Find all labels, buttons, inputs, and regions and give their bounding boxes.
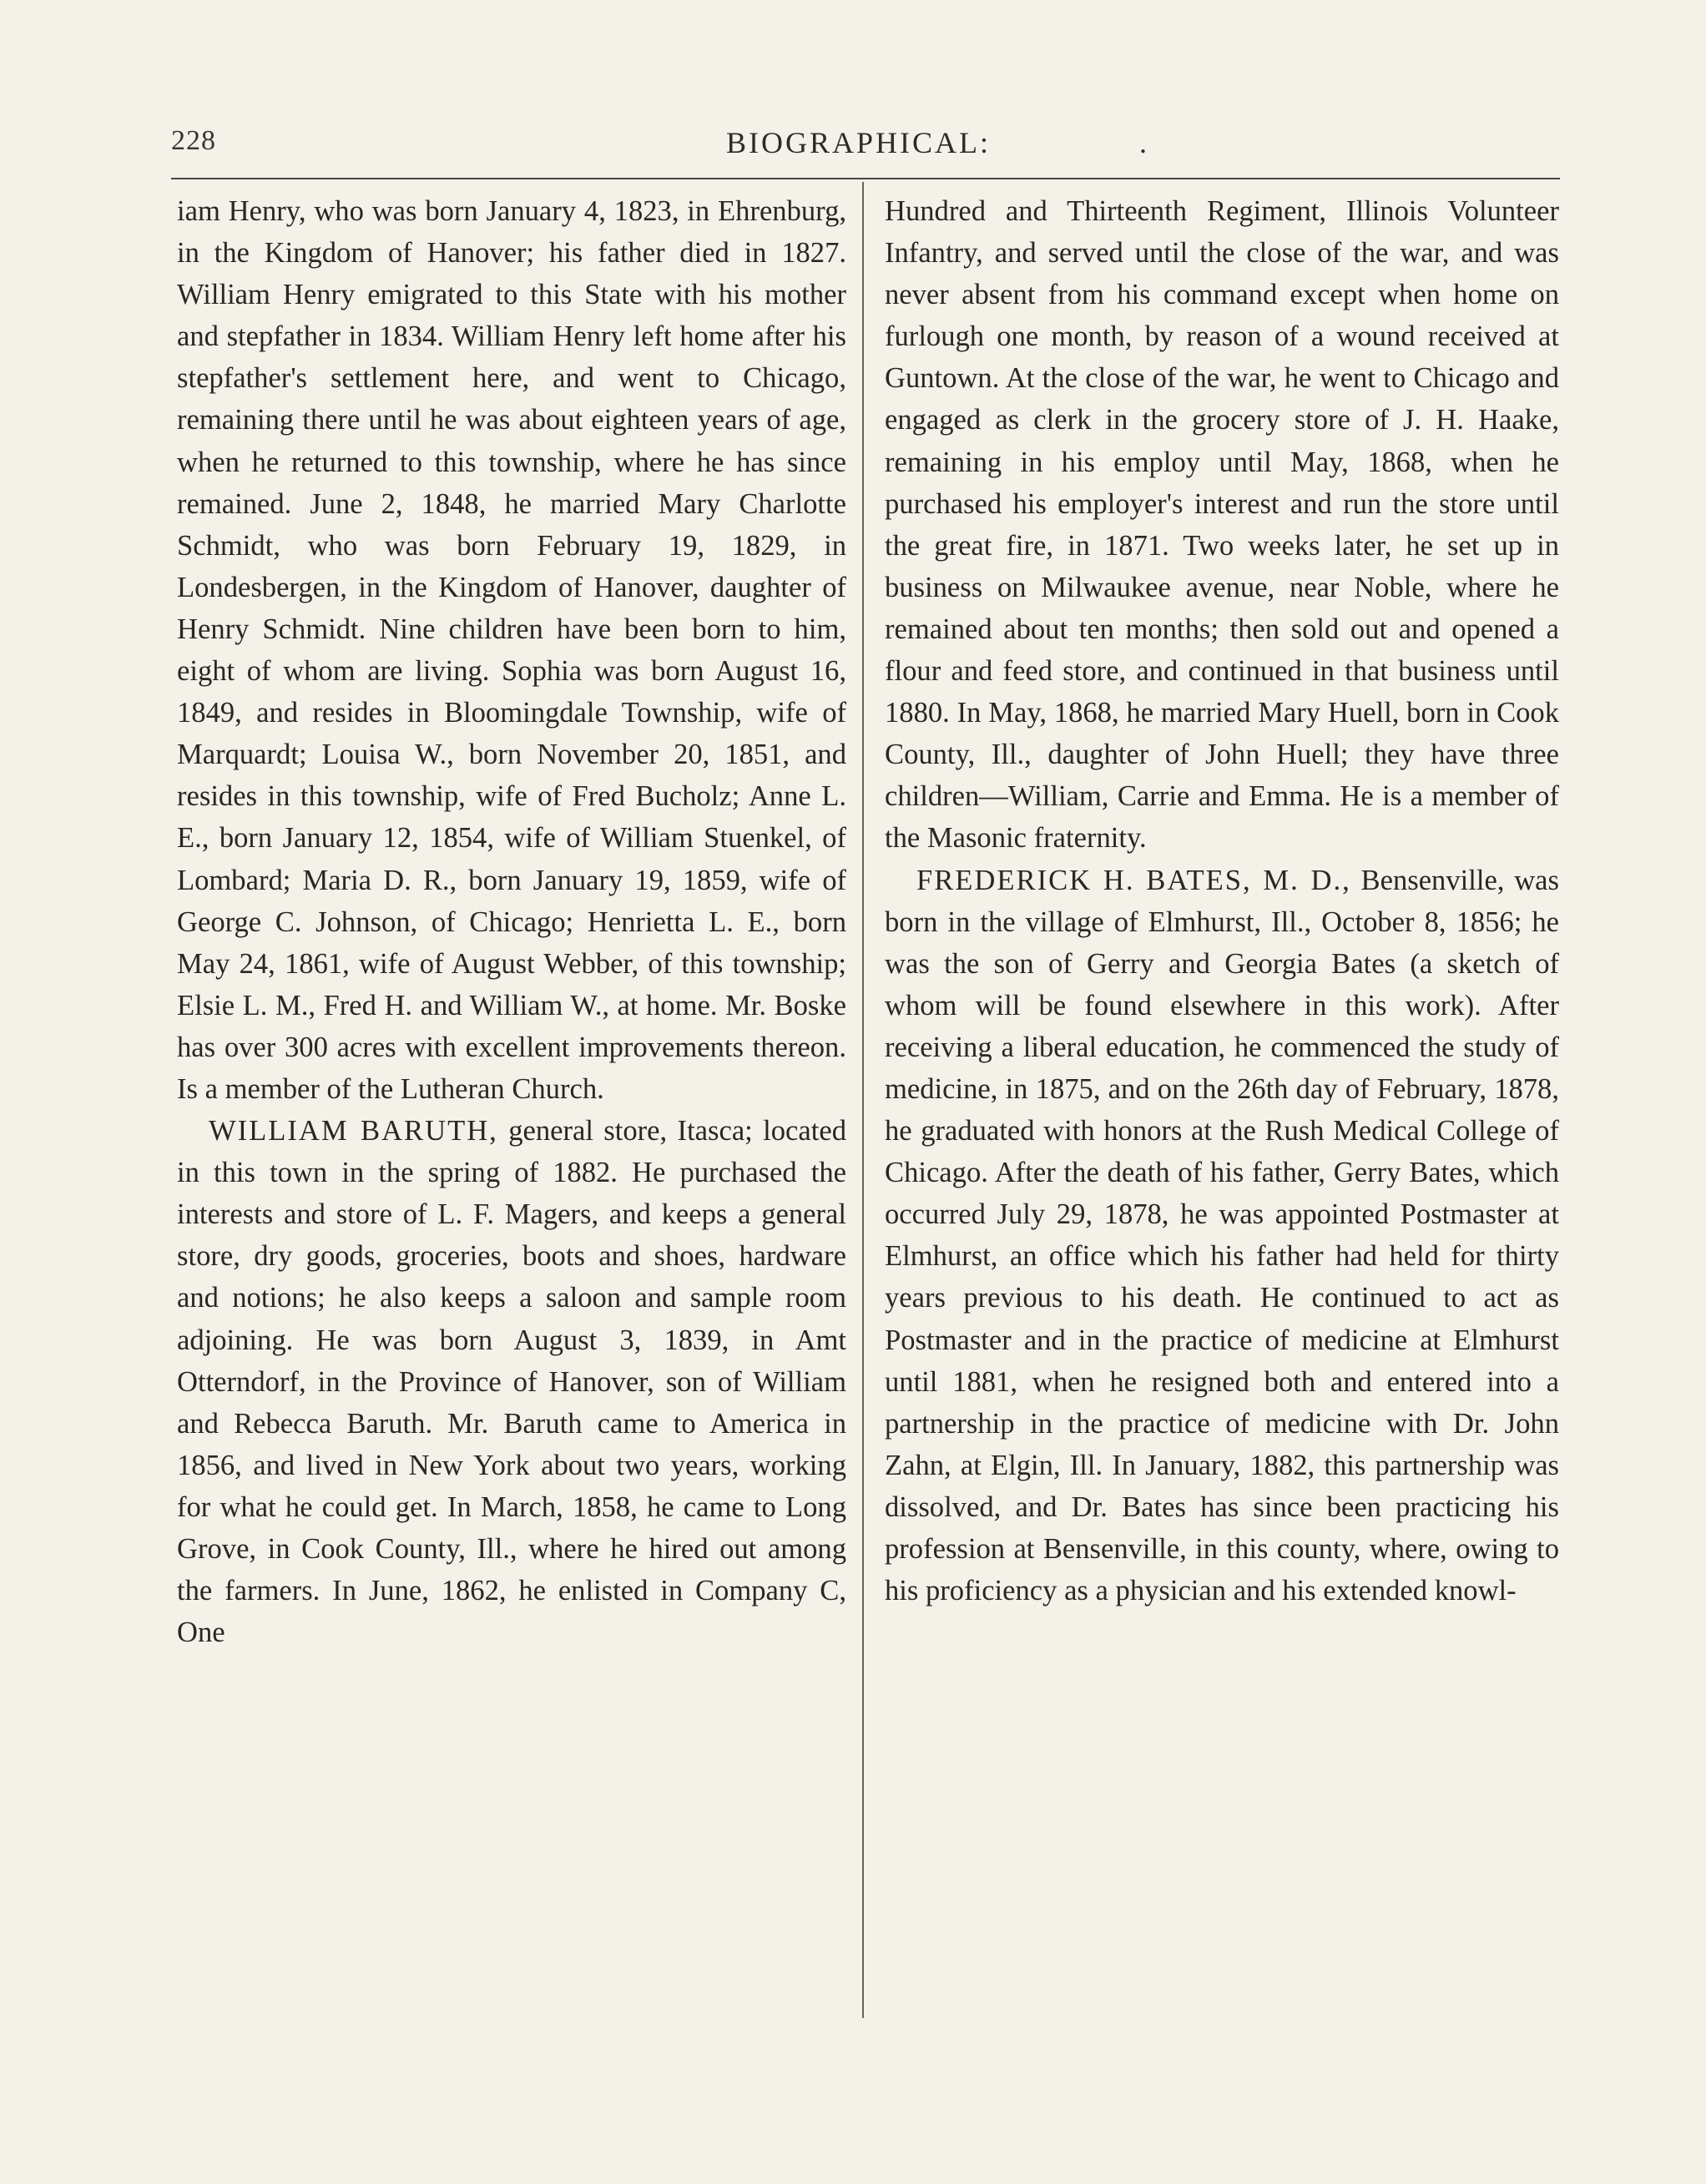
page-header xyxy=(171,125,1560,175)
header-rule xyxy=(171,178,1560,179)
baruth-biography-continued: Hundred and Thirteenth Regiment, Illinois Volunteer Infantry, and served until the close of the war, and was never absent from his command except when home on furlough one month, by reason of a wound received at Guntown. At the close of the war, he went to Chicago and engaged as clerk in the grocery store of J. H. Haake, remaining in his employ until May, 1868, when he purchased his employer's interest and run the store until the great fire, in 1871. Two weeks later, he set up in business on Milwaukee avenue, near Noble, where he remained about ten months; then sold out and opened a flour and feed store, and continued in that business until 1880. In May, 1868, he married Mary Huell, born in Cook County, Ill., daughter of John Huell; they have three children—William, Carrie and Emma. He is a member of the Masonic fraternity. xyxy=(885,195,1559,855)
column-divider xyxy=(862,182,864,2018)
running-head-mark: . xyxy=(1139,126,1147,159)
baruth-name: WILLIAM BARUTH, xyxy=(209,1115,498,1147)
bates-name: FREDERICK H. BATES, M. D., xyxy=(916,864,1351,896)
bates-biography xyxy=(885,860,1559,1612)
baruth-biography-text: general store, Itasca; located in this town in the spring of 1882. He purchased the interests and store of L. F. Magers, and keeps a general store, dry goods, groceries, boots and shoes, hardware and notions; he also keeps a saloon and sample room adjoining. He was born August 3, 1839, in Amt Otterndorf, in the Province of Hanover, son of William and Rebecca Baruth. Mr. Baruth came to America in 1856, and lived in New York about two years, working for what he could get. In March, 1858, he came to Long Grove, in Cook County, Ill., where he hired out among the farmers. In June, 1862, he enlisted in Company C, One xyxy=(177,1115,846,1649)
bates-biography-text: Bensenville, was born in the village of Elmhurst, Ill., October 8, 1856; he was the son of Gerry and Georgia Bates (a sketch of whom will be found elsewhere in this work). After receiving a liberal education, he commenced the study of medicine, in 1875, and on the 26th day of February, 1878, he graduated with honors at the Rush Medical College of Chicago. After the death of his father, Gerry Bates, which occurred July 29, 1878, he was appointed Postmaster at Elmhurst, an office which his father had held for thirty years previous to his death. He continued to act as Postmaster and in the practice of medicine at Elmhurst until 1881, when he resigned both and entered into a partnership in the practice of medicine with Dr. John Zahn, at Elgin, Ill. In January, 1882, this partnership was dissolved, and Dr. Bates has since been practicing his profession at Bensenville, in this county, where, owing to his proficiency as a physician and his extended knowl- xyxy=(885,864,1559,1607)
boske-biography-continued: iam Henry, who was born January 4, 1823, in Ehrenburg, in the Kingdom of Hanover; his father died in 1827. William Henry emigrated to this State with his mother and stepfather in 1834. William Henry left home after his stepfather's settlement here, and went to Chicago, remaining there until he was about eighteen years of age, when he returned to this township, where he has since remained. June 2, 1848, he married Mary Charlotte Schmidt, who was born February 19, 1829, in Londesbergen, in the Kingdom of Hanover, daughter of Henry Schmidt. Nine children have been born to him, eight of whom are living. Sophia was born August 16, 1849, and resides in Bloomingdale Township, wife of Marquardt; Louisa W., born November 20, 1851, and resides in this township, wife of Fred Bucholz; Anne L. E., born January 12, 1854, wife of William Stuenkel, of Lombard; Maria D. R., born January 19, 1859, wife of George C. Johnson, of Chicago; Henrietta L. E., born May 24, 1861, wife of August Webber, of this township; Elsie L. M., Fred H. and William W., at home. Mr. Boske has over 300 acres with excellent improvements thereon. Is a member of the Lutheran Church. xyxy=(177,195,846,1105)
running-head: BIOGRAPHICAL: xyxy=(726,126,992,159)
baruth-biography xyxy=(177,1110,846,1653)
left-column xyxy=(177,190,846,1653)
right-column xyxy=(885,190,1559,1612)
page-number: 228 xyxy=(171,125,216,156)
